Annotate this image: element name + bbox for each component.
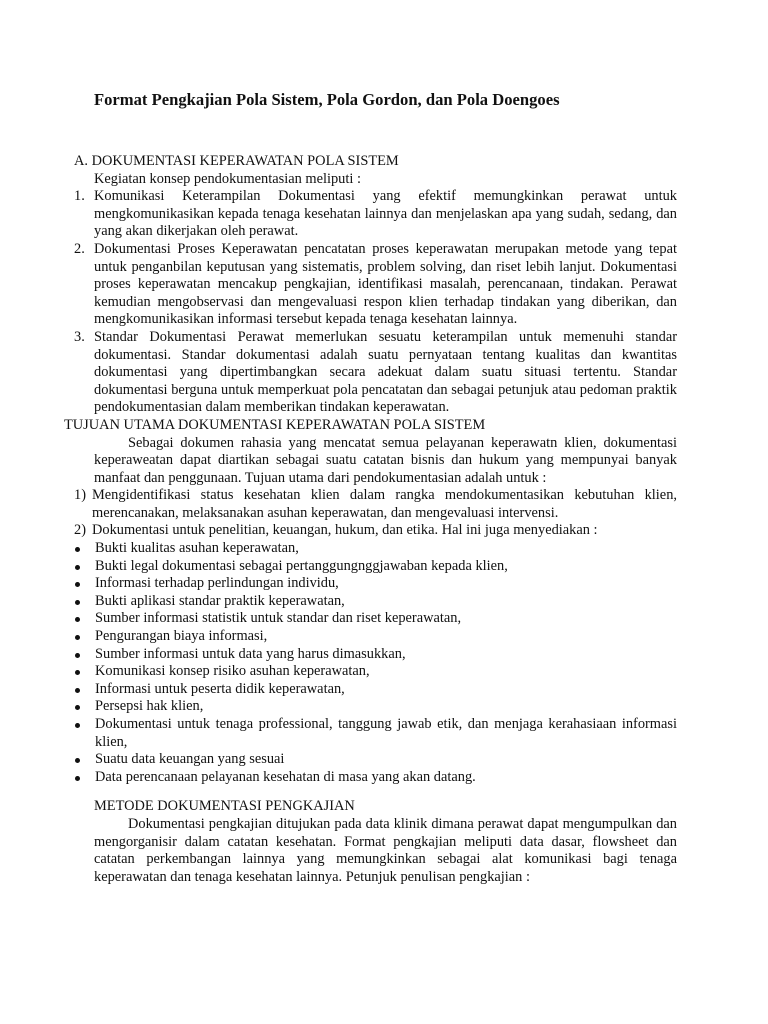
metode-heading: METODE DOKUMENTASI PENGKAJIAN — [94, 798, 355, 815]
list-item-text: Data perencanaan pelayanan kesehatan di masa yang akan datang. — [95, 768, 476, 785]
item-number: 1) — [74, 487, 86, 504]
bullet-icon — [75, 670, 80, 675]
bullet-icon — [75, 653, 80, 658]
bullet-icon — [75, 758, 80, 763]
list-item — [74, 663, 677, 681]
bullet-icon — [75, 723, 80, 728]
list-item-text: Bukti legal dokumentasi sebagai pertanggungnggjawaban kepada klien, — [95, 557, 508, 574]
list-item — [74, 593, 677, 611]
document-title: Format Pengkajian Pola Sistem, Pola Gordon, dan Pola Doengoes — [94, 90, 560, 109]
item-number: 2. — [74, 240, 85, 257]
list-item — [74, 646, 677, 664]
item-text: Dokumentasi Proses Keperawatan pencatatan proses keperawatan merupakan metode yang tepat untuk penganbilan keputusan yang sistematis, problem solving, dan riset lebih lanjut. Dokumentasi proses keperawatan mencakup pengkajian, identifikasi masalah, perencanaan, tindakan. Perawat kemudian mengobservasi dan mengevaluasi respon klien terhadap tindakan yang diberikan, dan mengkomunikasikan informasi tersebut kepada tenaga kesehatan lainnya. — [94, 240, 677, 328]
list-item-text: Bukti aplikasi standar praktik keperawatan, — [95, 592, 345, 609]
bullet-icon — [75, 565, 80, 570]
tujuan-bullet-list — [74, 540, 677, 786]
bullet-icon — [75, 617, 80, 622]
document-body — [64, 153, 677, 886]
tujuan-paragraph: Sebagai dokumen rahasia yang mencatat semua pelayanan keperawatn klien, dokumentasi keperaweatan dapat diartikan sebagai suatu catatan bisnis dan hukum yang mempunyai banyak manfaat dan penggunaan. Tujuan utama dari pendokumentasian adalah untuk : — [94, 434, 677, 486]
list-item — [74, 628, 677, 646]
list-item — [74, 540, 677, 558]
list-item — [74, 698, 677, 716]
tujuan-heading: TUJUAN UTAMA DOKUMENTASI KEPERAWATAN POLA SISTEM — [64, 416, 486, 433]
bullet-icon — [75, 635, 80, 640]
list-item-text: Dokumentasi untuk tenaga professional, tanggung jawab etik, dan menjaga kerahasiaan informasi klien, — [95, 716, 677, 750]
section-spacer — [74, 786, 677, 798]
item-text: Standar Dokumentasi Perawat memerlukan sesuatu keterampilan untuk memenuhi standar dokumentasi. Standar dokumentasi adalah suatu pernyataan tentang kualitas dan kwantitas dokumentasi yang dipertimbangkan secara adekuat dalam suatu situasi tertentu. Standar dokumentasi berguna untuk memperkuat pola pencatatan dan sebagai petunjuk atau pedoman praktik pendokumentasian dalam memberikan tindakan keperawatan. — [94, 328, 677, 416]
list-item-text: Sumber informasi statistik untuk standar dan riset keperawatan, — [95, 610, 462, 627]
bullet-icon — [75, 600, 80, 605]
list-item — [74, 558, 677, 576]
item-number: 1. — [74, 188, 85, 205]
list-item — [74, 751, 677, 769]
list-item-text: Informasi untuk peserta didik keperawatan, — [95, 680, 345, 697]
list-item-text: Persepsi hak klien, — [95, 698, 204, 715]
item-number: 3. — [74, 328, 85, 345]
bullet-icon — [75, 582, 80, 587]
tujuan-item-2 — [74, 522, 677, 540]
item-text: Dokumentasi untuk penelitian, keuangan, hukum, dan etika. Hal ini juga menyediakan : — [92, 522, 598, 539]
bullet-icon — [75, 688, 80, 693]
list-item-text: Suatu data keuangan yang sesuai — [95, 751, 285, 768]
list-item — [74, 716, 677, 751]
list-item-text: Sumber informasi untuk data yang harus dimasukkan, — [95, 645, 406, 662]
section-a-item-2 — [74, 241, 677, 329]
section-a-item-3 — [74, 329, 677, 417]
bullet-icon — [75, 705, 80, 710]
list-item-text: Bukti kualitas asuhan keperawatan, — [95, 540, 299, 557]
item-text: Komunikasi Keterampilan Dokumentasi yang efektif memungkinkan perawat untuk mengkomunikasikan kepada tenaga kesehatan lainnya dan menjelaskan apa yang sudah, sedang, dan yang akan dikerjakan oleh perawat. — [94, 188, 677, 240]
list-item — [74, 610, 677, 628]
item-number: 2) — [74, 522, 86, 539]
section-a-item-1 — [74, 188, 677, 241]
list-item — [74, 575, 677, 593]
list-item — [74, 769, 677, 787]
bullet-icon — [75, 776, 80, 781]
list-item-text: Pengurangan biaya informasi, — [95, 628, 268, 645]
list-item-text: Komunikasi konsep risiko asuhan keperawatan, — [95, 663, 370, 680]
section-a-intro: Kegiatan konsep pendokumentasian meliputi : — [94, 170, 361, 187]
metode-paragraph: Dokumentasi pengkajian ditujukan pada data klinik dimana perawat dapat mengumpulkan dan mengorganisir dalam catatan kesehatan. Format pengkajian meliputi data dasar, flowsheet dan catatan perkembangan lainnya yang memungkinkan sebagai alat komunikasi bagi tenaga keperawatan dan tenaga kesehatan lainnya. Petunjuk penulisan pengkajian : — [94, 815, 677, 885]
list-item-text: Informasi terhadap perlindungan individu, — [95, 575, 339, 592]
item-text: Mengidentifikasi status kesehatan klien dalam rangka mendokumentasikan kebutuhan klien, merencanakan, melaksanakan asuhan keperawatan, dan mengevaluasi intervensi. — [92, 487, 677, 521]
list-item — [74, 681, 677, 699]
bullet-icon — [75, 547, 80, 552]
tujuan-item-1 — [74, 487, 677, 522]
section-a-heading: A. DOKUMENTASI KEPERAWATAN POLA SISTEM — [74, 153, 399, 169]
